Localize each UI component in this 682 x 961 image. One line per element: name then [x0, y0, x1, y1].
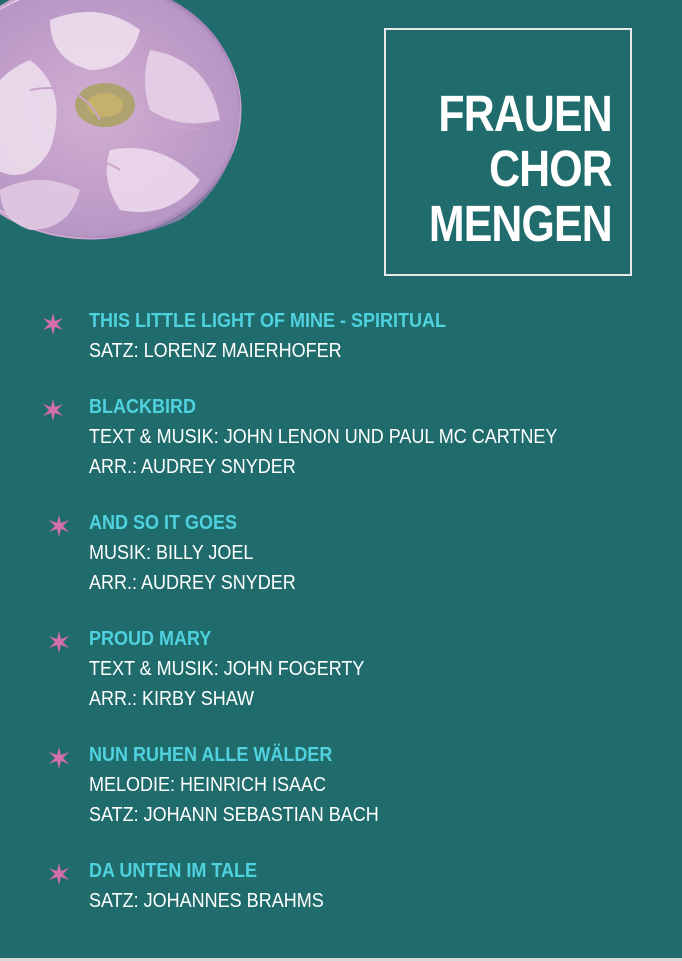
song-credit: SATZ: JOHANN SEBASTIAN BACH — [89, 804, 379, 826]
title-line-3: MENGEN — [428, 195, 612, 252]
song-credit: MUSIK: BILLY JOEL — [89, 542, 254, 564]
song-credit: ARR.: AUDREY SNYDER — [89, 572, 296, 594]
song-credit: ARR.: KIRBY SHAW — [89, 688, 255, 710]
song-credit: SATZ: LORENZ MAIERHOFER — [89, 340, 342, 362]
song-title: BLACKBIRD — [89, 396, 197, 418]
star-icon — [47, 514, 71, 538]
title-frame — [384, 28, 632, 276]
star-icon — [47, 630, 71, 654]
star-icon — [47, 746, 71, 770]
song-credit: SATZ: JOHANNES BRAHMS — [89, 890, 324, 912]
choir-name — [394, 86, 612, 251]
song-credit: ARR.: AUDREY SNYDER — [89, 456, 296, 478]
rose-illustration — [0, 0, 250, 250]
title-line-1: FRAUEN — [438, 85, 612, 142]
song-title: THIS LITTLE LIGHT OF MINE - SPIRITUAL — [89, 310, 446, 332]
song-title: DA UNTEN IM TALE — [89, 860, 257, 882]
song-credit: TEXT & MUSIK: JOHN FOGERTY — [89, 658, 365, 680]
song-credit: MELODIE: HEINRICH ISAAC — [89, 774, 327, 796]
song-title: AND SO IT GOES — [89, 512, 238, 534]
star-icon — [41, 312, 65, 336]
star-icon — [41, 398, 65, 422]
song-title: PROUD MARY — [89, 628, 212, 650]
star-icon — [47, 862, 71, 886]
song-credit: TEXT & MUSIK: JOHN LENON UND PAUL MC CARTNEY — [89, 426, 558, 448]
title-line-2: CHOR — [489, 140, 612, 197]
song-title: NUN RUHEN ALLE WÄLDER — [89, 744, 333, 766]
